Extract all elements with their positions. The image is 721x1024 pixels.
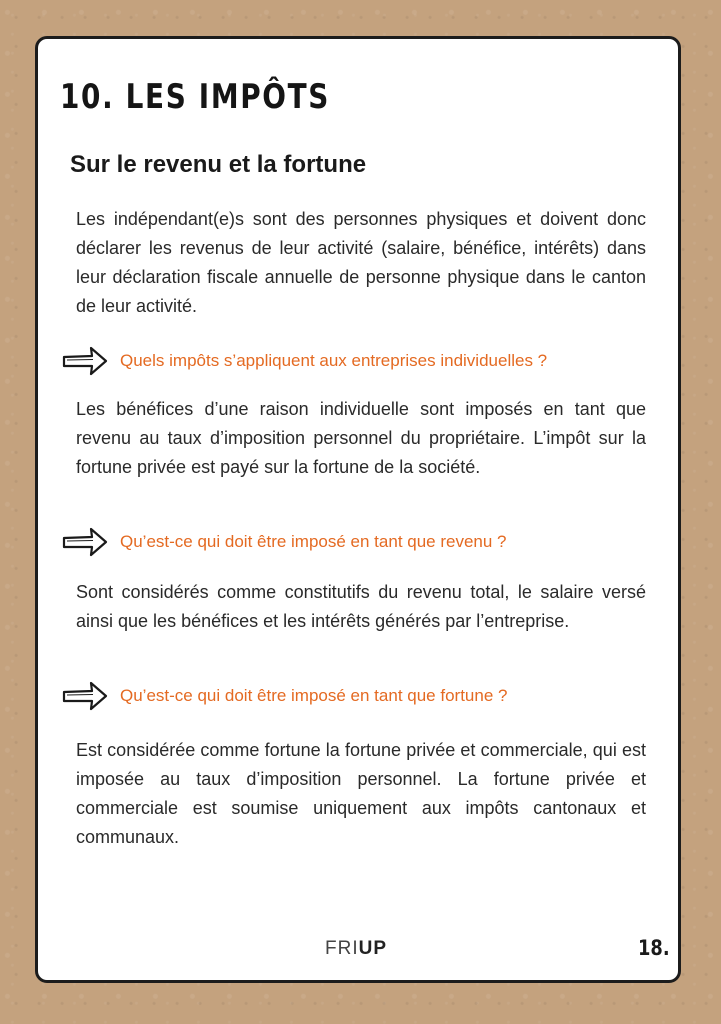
hand-drawn-arrow-icon bbox=[62, 525, 108, 559]
section-subtitle: Sur le revenu et la fortune bbox=[70, 151, 367, 178]
intro-paragraph: Les indépendant(e)s sont des personnes physiques et doivent donc déclarer les revenus de leur activité (salaire, bénéfice, intérêts) dans leur déclaration fiscale annuelle de personne physique dans le canton de leur activité. bbox=[76, 209, 646, 316]
question-2 bbox=[62, 525, 507, 559]
answer-1-paragraph: Les bénéfices d’une raison individuelle sont imposés en tant que revenu au taux d’imposition personnel du propriétaire. L’impôt sur la fortune privée est payé sur la fortune de la société. bbox=[76, 399, 646, 477]
page-title: 10. LES IMPÔTS bbox=[60, 77, 331, 117]
question-3-text: Qu’est-ce qui doit être imposé en tant que fortune ? bbox=[120, 686, 508, 705]
hand-drawn-arrow-icon bbox=[62, 344, 108, 378]
page-number: 18. bbox=[638, 936, 670, 960]
friup-logo bbox=[325, 938, 387, 960]
page-card bbox=[35, 36, 681, 983]
hand-drawn-arrow-icon bbox=[62, 679, 108, 713]
answer-3-paragraph: Est considérée comme fortune la fortune privée et commerciale, qui est imposée au taux d’imposition personnel. La fortune privée et commerciale est soumise uniquement aux impôts cantonaux et communaux. bbox=[76, 740, 646, 847]
question-2-text: Qu’est-ce qui doit être imposé en tant que revenu ? bbox=[120, 532, 507, 551]
logo-part-up: UP bbox=[358, 938, 388, 959]
logo-part-fri: FRI bbox=[325, 938, 359, 959]
question-1 bbox=[62, 344, 547, 378]
question-3 bbox=[62, 679, 507, 713]
answer-2-paragraph: Sont considérés comme constitutifs du revenu total, le salaire versé ainsi que les bénéfices et les intérêts générés par l’entreprise. bbox=[76, 582, 646, 631]
question-1-text: Quels impôts s’appliquent aux entreprises individuelles ? bbox=[120, 351, 548, 370]
